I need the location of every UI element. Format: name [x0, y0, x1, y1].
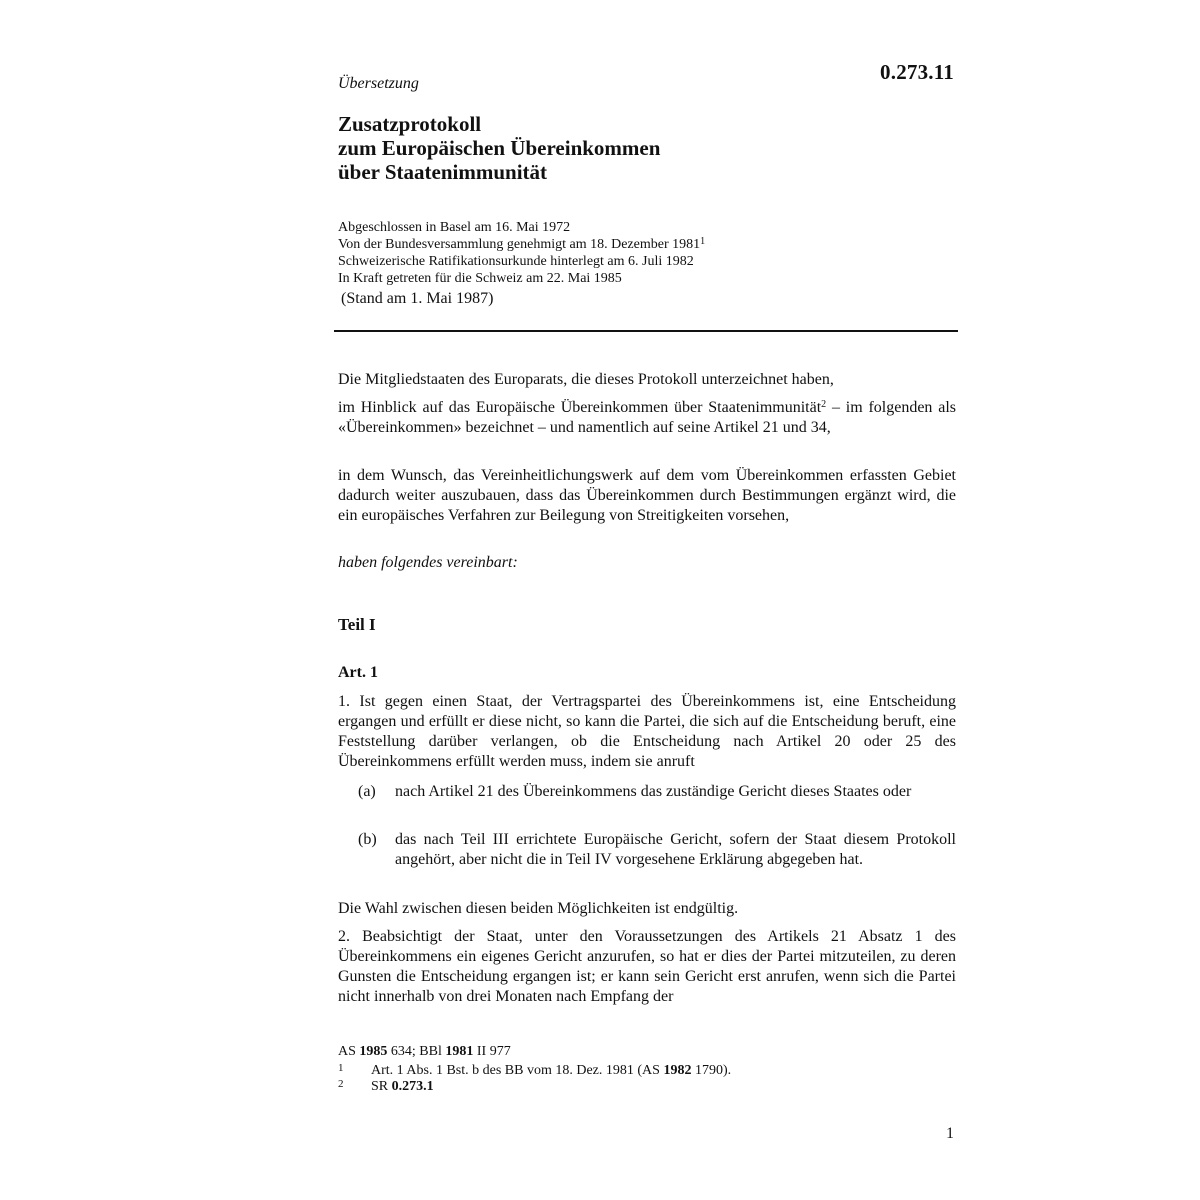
article-1-choice: Die Wahl zwischen diesen beiden Möglichkeiten ist endgültig.	[338, 900, 739, 917]
header-divider	[334, 330, 958, 332]
translation-label: Übersetzung	[338, 75, 419, 92]
preamble-p2-b: – im folgenden als «Übereinkommen» bezeichnet – und namentlich auf seine Artikel 21 und 34,	[338, 399, 957, 436]
list-item-b-label: (b)	[358, 831, 377, 848]
list-item-b	[358, 830, 956, 870]
sr-number: 0.273.11	[880, 60, 954, 84]
preamble-paragraph-3: in dem Wunsch, das Vereinheitlichungswerk auf dem vom Übereinkommen erfassten Gebiet dadurch weiter auszubauen, dass das Übereinkommen durch Bestimmungen ergänzt wird, die ein europäisches Verfahren zur Beilegung von Streitigkeiten vorsehen,	[338, 467, 956, 524]
fn1-text-a: Art. 1 Abs. 1 Bst. b des BB vom 18. Dez. 1981 (AS	[371, 1063, 664, 1078]
document-metadata	[338, 219, 958, 287]
preamble-p2-a: im Hinblick auf das Europäische Übereinkommen über Staatenimmunität	[338, 399, 822, 416]
footnote-1	[338, 1063, 958, 1079]
stand-date: (Stand am 1. Mai 1987)	[341, 290, 494, 307]
title-line-3: über Staatenimmunität	[338, 160, 548, 184]
meta-approved: Von der Bundesversammlung genehmigt am 18. Dezember 1981	[338, 237, 701, 252]
page-number: 1	[946, 1125, 954, 1142]
fn-as-mid: 634; BBl	[387, 1044, 446, 1059]
article-1-heading: Art. 1	[338, 664, 378, 681]
preamble-agreement: haben folgendes vereinbart:	[338, 554, 518, 571]
fn-as-prefix: AS	[338, 1044, 360, 1059]
footnote-2	[338, 1079, 958, 1095]
fn2-ref: 0.273.1	[391, 1079, 434, 1094]
footnotes	[338, 1044, 958, 1095]
footnote-2-text	[371, 1079, 434, 1094]
footnote-source	[338, 1044, 958, 1060]
meta-in-force: In Kraft getreten für die Schweiz am 22. Mai 1985	[338, 271, 622, 286]
fn1-year: 1982	[663, 1063, 692, 1078]
list-item-a	[358, 782, 956, 802]
list-item-b-text: das nach Teil III errichtete Europäische Gericht, sofern der Staat diesem Protokoll angehört, aber nicht die in Teil IV vorgesehene Erklärung abgegeben hat.	[395, 831, 956, 868]
part-heading: Teil I	[338, 615, 376, 634]
title-line-1: Zusatzprotokoll	[338, 112, 482, 136]
meta-ratification: Schweizerische Ratifikationsurkunde hinterlegt am 6. Juli 1982	[338, 254, 694, 269]
fn2-text-a: SR	[371, 1079, 392, 1094]
fn-bbl-year: 1981	[445, 1044, 474, 1059]
footnote-2-number: 2	[338, 1078, 344, 1090]
list-item-a-label: (a)	[358, 783, 376, 800]
article-1-paragraph-2: 2. Beabsichtigt der Staat, unter den Voraussetzungen des Artikels 21 Absatz 1 des Übereinkommens ein eigenes Gericht anzurufen, so hat er dies der Partei mitzuteilen, zu deren Gunsten die Entscheidung ergangen ist; er kann sein Gericht erst anrufen, wenn sich die Partei nicht innerhalb von drei Monaten nach Empfang der	[338, 928, 956, 1005]
footnote-1-number: 1	[338, 1062, 344, 1074]
article-1-paragraph-1: 1. Ist gegen einen Staat, der Vertragspartei des Übereinkommens ist, eine Entscheidung ergangen und erfüllt er diese nicht, so kann die Partei, die sich auf die Entscheidung beruft, eine Feststellung darüber verlangen, ob die Entscheidung nach Artikel 20 oder 25 des Übereinkommens erfüllt werden muss, indem sie anruft	[338, 693, 956, 770]
fn-as-year: 1985	[359, 1044, 388, 1059]
footnote-ref-1: 1	[700, 236, 706, 247]
preamble-paragraph-2	[338, 398, 956, 438]
meta-concluded: Abgeschlossen in Basel am 16. Mai 1972	[338, 220, 571, 235]
footnote-ref-2: 2	[821, 399, 827, 410]
fn1-text-b: 1790).	[691, 1063, 732, 1078]
meta-approved-line	[338, 236, 958, 253]
footnote-1-text	[371, 1063, 731, 1078]
preamble-paragraph-1: Die Mitgliedstaaten des Europarats, die dieses Protokoll unterzeichnet haben,	[338, 371, 834, 388]
fn-as-suffix: II 977	[473, 1044, 511, 1059]
title-line-2: zum Europäischen Übereinkommen	[338, 136, 661, 160]
list-item-a-text: nach Artikel 21 des Übereinkommens das zuständige Gericht dieses Staates oder	[395, 783, 912, 800]
document-title	[338, 112, 958, 184]
